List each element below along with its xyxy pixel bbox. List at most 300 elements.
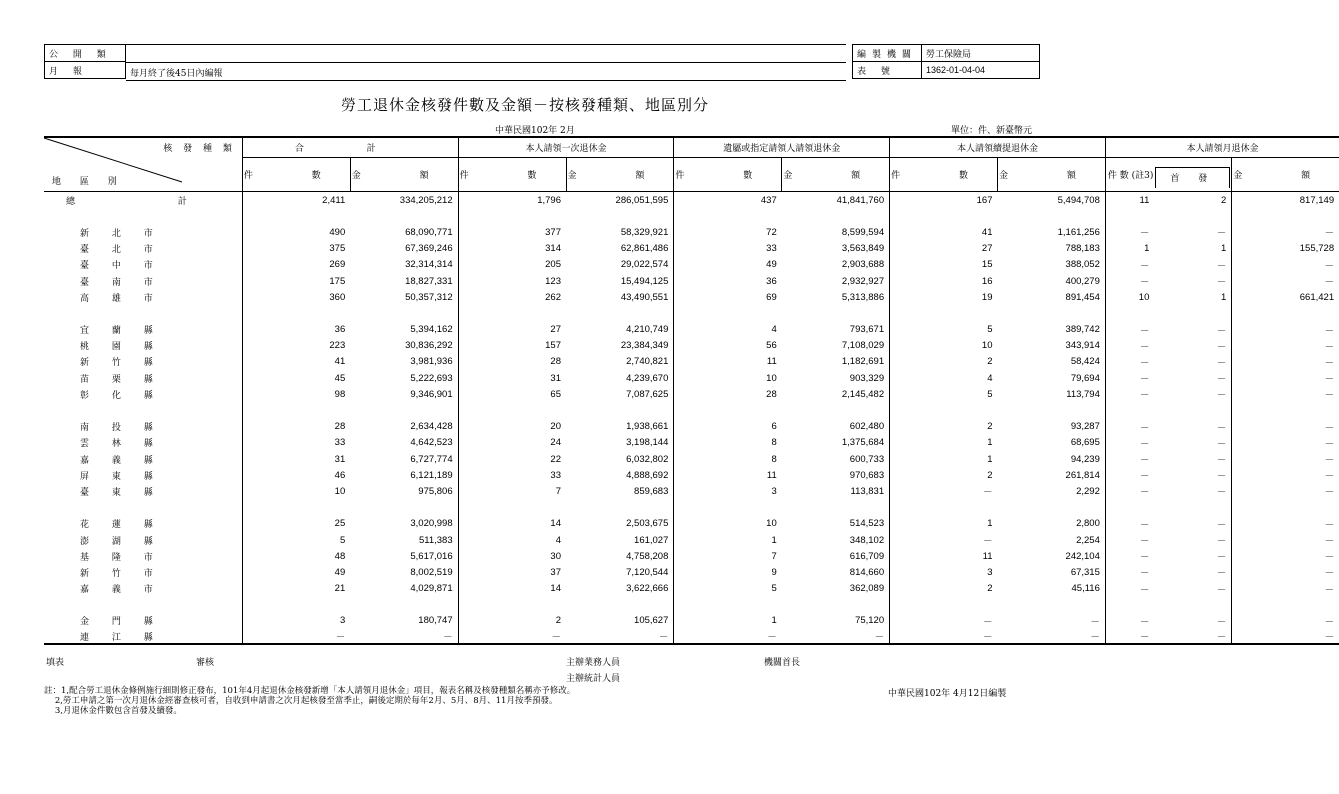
unit-label: 單位：件、新臺幣元 [950, 126, 1032, 136]
cell-value: － [1105, 338, 1154, 354]
report-period: 中華民國102年 2月 [495, 126, 575, 136]
sub-count-note: 件 數 (註3) [1105, 158, 1154, 192]
cell-value: 7,087,625 [626, 388, 669, 400]
cell-value: 3,020,998 [410, 518, 453, 530]
cell-value: 242,104 [1065, 550, 1100, 562]
cell-value: － [1216, 438, 1227, 450]
table-row [44, 548, 1339, 564]
cell-value: 400,279 [1065, 275, 1100, 287]
cell-value: 7 [458, 483, 566, 499]
cell-value: － [350, 629, 458, 644]
region-label: 嘉 義 縣 [80, 455, 163, 466]
cell-value: 18,827,331 [405, 275, 453, 287]
cell-value: 1,796 [458, 192, 566, 209]
cell-value: 817,149 [1232, 192, 1339, 209]
group-header-total: 合 計 [242, 137, 458, 158]
cell-value: － [1216, 422, 1227, 434]
region-label: 高 雄 市 [80, 293, 163, 304]
table-row [44, 483, 1339, 499]
region-label: 臺 中 市 [80, 261, 163, 272]
cell-value: 5 [674, 581, 782, 597]
table-row [44, 451, 1339, 467]
spacer-row [44, 208, 1339, 224]
group-header-lump-sum: 本人請領一次退休金 [458, 137, 674, 158]
cell-value: － [1216, 568, 1227, 580]
cell-value: 3 [674, 483, 782, 499]
cell-value: 490 [242, 224, 350, 240]
region-label: 新 北 市 [80, 228, 163, 239]
cell-value: 36 [242, 322, 350, 338]
sub-count: 件 數 [458, 158, 566, 192]
region-label: 宜 蘭 縣 [80, 326, 163, 337]
cell-value: 5,313,886 [841, 291, 885, 303]
corner-header [44, 137, 242, 192]
cell-value: － [1105, 564, 1154, 580]
cell-value: 2,145,482 [841, 388, 885, 400]
cell-value: － [1216, 228, 1227, 240]
compile-date: 中華民國102年 4月12日編製 [888, 689, 1007, 699]
cell-value: 793,671 [849, 324, 885, 336]
cell-value: 1 [674, 532, 782, 548]
cell-value: 205 [458, 257, 566, 273]
cell-value: 11 [1105, 192, 1154, 209]
cell-value: 155,728 [1232, 241, 1339, 257]
cell-value: 3 [242, 613, 350, 629]
header-right-box [852, 44, 1040, 79]
cell-value: － [1216, 616, 1227, 628]
cell-value: 67,315 [1070, 566, 1100, 578]
cell-value: 94,239 [1070, 453, 1100, 465]
cell-value: － [1105, 386, 1154, 402]
cell-value: 1,938,661 [626, 421, 669, 433]
cell-value: 814,660 [849, 566, 885, 578]
cell-value: 4,642,523 [410, 437, 453, 449]
table-row [44, 241, 1339, 257]
cell-value: 8,599,594 [841, 226, 885, 238]
table-row [44, 224, 1339, 240]
cell-value: 14 [458, 516, 566, 532]
note-1: 註：1,配合勞工退休金條例施行細則修正發布，101年4月起退休金核發新增「本人請領月退休金」項目，報表名稱及核發種類名稱亦予修改。 [44, 686, 576, 696]
cell-value: 5,394,162 [410, 324, 453, 336]
agency-head-label: 機關首長 [764, 658, 801, 668]
group-header-survivor: 遺屬或指定請領人請領退休金 [674, 137, 890, 158]
cell-value: 975,806 [418, 485, 453, 497]
cell-value: － [1216, 519, 1227, 531]
cell-value: 72 [674, 224, 782, 240]
cell-value: 661,421 [1232, 289, 1339, 305]
cell-value: 9,346,901 [410, 388, 453, 400]
note-2: 2,勞工申請之第一次月退休金經審查核可者，自收到申請書之次月起核發至當季止，嗣後定期於每年2月、5月、8月、11月按季預發。 [54, 696, 558, 706]
table-row [44, 532, 1339, 548]
cell-value: － [998, 629, 1106, 644]
cell-value: 10 [1105, 289, 1154, 305]
region-label: 南 投 縣 [80, 423, 163, 434]
cell-value: 25 [242, 516, 350, 532]
group-header-continued: 本人請領續提退休金 [890, 137, 1106, 158]
cell-value: 1 [1220, 291, 1227, 303]
cell-value: － [1216, 277, 1227, 289]
cell-value: － [1105, 370, 1154, 386]
cell-value: 223 [242, 338, 350, 354]
cell-value: 45,116 [1071, 583, 1100, 595]
stats-staff-label: 主辦統計人員 [566, 674, 621, 684]
cell-value: － [890, 532, 998, 548]
sub-count: 件 數 [890, 158, 998, 192]
sub-count: 件 數 [242, 158, 350, 192]
cell-value: 27 [458, 322, 566, 338]
cell-value: 3,198,144 [626, 437, 669, 449]
cell-value: 9 [674, 564, 782, 580]
cell-value: 2 [890, 581, 998, 597]
cell-value: 314 [458, 241, 566, 257]
cell-value: 56 [674, 338, 782, 354]
cell-value: 4,758,208 [626, 550, 669, 562]
cell-value: 3,622,666 [626, 583, 669, 595]
region-label: 新 竹 縣 [80, 358, 163, 369]
cell-value: 1 [890, 451, 998, 467]
cell-value: 32,314,314 [405, 259, 453, 271]
region-label: 基 隆 市 [80, 552, 163, 563]
cell-value: － [1232, 338, 1339, 354]
reviewer-label: 審核 [196, 658, 215, 668]
cell-value: 49 [242, 564, 350, 580]
cell-value: － [1216, 374, 1227, 386]
cell-value: 43,490,551 [620, 291, 669, 303]
cell-value: 6,032,802 [626, 453, 669, 465]
filler-label: 填表 [46, 658, 65, 668]
header-left-bar [126, 62, 846, 81]
cell-value: 4,210,749 [626, 324, 669, 336]
cell-value: 286,051,595 [615, 194, 669, 206]
sub-amount: 金 額 [566, 158, 674, 192]
cell-value: 7 [674, 548, 782, 564]
cell-value: － [242, 629, 350, 644]
cell-value: － [1105, 581, 1154, 597]
spacer-row [44, 597, 1339, 613]
business-staff-label: 主辦業務人員 [566, 658, 621, 668]
cell-value: 2,411 [242, 192, 350, 209]
table-row [44, 419, 1339, 435]
cell-value: 4 [890, 370, 998, 386]
cell-value: 2,254 [1076, 534, 1100, 546]
cell-value: 41 [242, 354, 350, 370]
cell-value: － [1105, 257, 1154, 273]
form-number: 1362-01-04-04 [922, 62, 1040, 79]
cell-value: 514,523 [849, 518, 885, 530]
cell-value: － [1105, 516, 1154, 532]
cell-value: 362,089 [849, 583, 885, 595]
table-row [44, 289, 1339, 305]
cell-value: － [1232, 386, 1339, 402]
cell-value: 10 [890, 338, 998, 354]
cell-value: － [1105, 224, 1154, 240]
cell-value: 58,424 [1070, 356, 1100, 368]
cell-value: － [782, 629, 890, 644]
cell-value: － [1105, 435, 1154, 451]
cell-value: 33 [458, 467, 566, 483]
cell-value: 4,029,871 [410, 583, 453, 595]
cell-value: 375 [242, 241, 350, 257]
cell-value: － [1232, 451, 1339, 467]
cell-value: 1 [674, 613, 782, 629]
cell-value: 30 [458, 548, 566, 564]
cell-value: － [1090, 616, 1100, 628]
cell-value: － [1216, 552, 1227, 564]
page-title: 勞工退休金核發件數及金額－按核發種類、地區別分 [340, 96, 709, 114]
cell-value: － [1232, 435, 1339, 451]
region-label: 苗 栗 縣 [80, 374, 163, 385]
table-row [44, 273, 1339, 289]
note-3: 3,月退休金件數包含首發及續發。 [54, 706, 182, 716]
cell-value: 11 [674, 354, 782, 370]
cell-value: 28 [458, 354, 566, 370]
org-value: 勞工保險局 [922, 45, 1040, 62]
cell-value: 11 [890, 548, 998, 564]
cell-value: 360 [242, 289, 350, 305]
sub-amount: 金 額 [782, 158, 890, 192]
cell-value: － [1105, 322, 1154, 338]
cell-value: － [1216, 455, 1227, 467]
cell-value: 1,182,691 [841, 356, 885, 368]
cell-value: 903,329 [849, 372, 885, 384]
cell-value: 2,503,675 [626, 518, 669, 530]
region-label: 臺 東 縣 [80, 487, 163, 498]
notes [44, 686, 575, 716]
cell-value: 48 [242, 548, 350, 564]
cell-value: 79,694 [1070, 372, 1100, 384]
table-row [44, 354, 1339, 370]
cell-value: 334,205,212 [399, 194, 453, 206]
cell-value: 30,836,292 [405, 340, 453, 352]
cell-value: 62,861,486 [620, 243, 669, 255]
cell-value: 511,383 [418, 534, 453, 546]
cell-value: － [1232, 532, 1339, 548]
corner-bottom-label: 地 區 別 [52, 177, 125, 187]
cell-value: － [1216, 325, 1227, 337]
cell-value: 49 [674, 257, 782, 273]
cell-value: 28 [674, 386, 782, 402]
cell-value: 2,932,927 [841, 275, 885, 287]
region-label: 臺 北 市 [80, 245, 163, 256]
region-label: 花 蓮 縣 [80, 520, 163, 531]
cell-value: 33 [242, 435, 350, 451]
cell-value: 3 [890, 564, 998, 580]
cell-value: － [1232, 224, 1339, 240]
cell-value: 891,454 [1065, 291, 1100, 303]
cell-value: 788,183 [1065, 243, 1100, 255]
form-label: 表 號 [853, 62, 922, 79]
cell-value: 11 [674, 467, 782, 483]
cell-value: － [458, 629, 566, 644]
cell-value: － [1216, 536, 1227, 548]
cell-value: 2 [890, 354, 998, 370]
cell-value: 970,683 [849, 469, 885, 481]
table-row [44, 386, 1339, 402]
region-label: 總 計 [66, 196, 237, 207]
cell-value: 10 [674, 370, 782, 386]
region-label: 金 門 縣 [80, 617, 163, 628]
total-row [44, 192, 1339, 209]
cell-value: 5,222,693 [410, 372, 453, 384]
cell-value: 2 [890, 467, 998, 483]
cell-value: 93,287 [1070, 421, 1100, 433]
public-class-label: 公 開 類 [45, 45, 126, 62]
cell-value: 15 [890, 257, 998, 273]
region-label: 嘉 義 市 [80, 585, 163, 596]
cell-value: － [1105, 354, 1154, 370]
cell-value: 98 [242, 386, 350, 402]
cell-value: 616,709 [849, 550, 885, 562]
region-label: 澎 湖 縣 [80, 536, 163, 547]
cell-value: － [1216, 357, 1227, 369]
cell-value: 50,357,312 [405, 291, 453, 303]
cell-value: 21 [242, 581, 350, 597]
cell-value: 113,794 [1066, 388, 1100, 400]
cell-value: － [1232, 613, 1339, 629]
cell-value: － [1105, 629, 1154, 644]
cell-value: － [1232, 419, 1339, 435]
cell-value: － [890, 483, 998, 499]
cell-value: － [1105, 451, 1154, 467]
table-row [44, 613, 1339, 629]
cell-value: 27 [890, 241, 998, 257]
data-table [44, 136, 1339, 645]
sub-amount: 金 額 [350, 158, 458, 192]
cell-value: 4,239,670 [626, 372, 669, 384]
cell-value: 7,108,029 [841, 340, 885, 352]
cell-value: － [1232, 354, 1339, 370]
cell-value: 1,375,684 [841, 437, 885, 449]
cell-value: 75,120 [855, 615, 885, 627]
cell-value: 5 [890, 322, 998, 338]
cell-value: － [1216, 260, 1227, 272]
spacer-row [44, 402, 1339, 418]
cell-value: － [674, 629, 782, 644]
compile-deadline: 每月終了後45日內編報 [130, 69, 223, 79]
table-row [44, 322, 1339, 338]
cell-value: － [1232, 548, 1339, 564]
cell-value: 5 [890, 386, 998, 402]
cell-value: 175 [242, 273, 350, 289]
cell-value: － [890, 613, 998, 629]
cell-value: 602,480 [849, 421, 885, 433]
cell-value: 377 [458, 224, 566, 240]
cell-value: 161,027 [634, 534, 669, 546]
cell-value: － [1232, 483, 1339, 499]
cell-value: 41 [890, 224, 998, 240]
cell-value: － [1232, 581, 1339, 597]
sub-first-issue: 首 發 [1155, 167, 1230, 188]
cell-value: 28 [242, 419, 350, 435]
cell-value: 123 [458, 273, 566, 289]
cell-value: 15,494,125 [620, 275, 669, 287]
cell-value: 4,888,692 [626, 469, 669, 481]
cell-value: 67,369,246 [405, 243, 453, 255]
cell-value: － [1232, 322, 1339, 338]
cell-value: － [1232, 370, 1339, 386]
sub-amount: 金 額 [1232, 158, 1339, 192]
region-label: 屏 東 縣 [80, 471, 163, 482]
spacer-row [44, 305, 1339, 321]
table-row [44, 516, 1339, 532]
cell-value: 19 [890, 289, 998, 305]
table-row [44, 338, 1339, 354]
table-row [44, 564, 1339, 580]
monthly-label: 月 報 [45, 62, 126, 79]
cell-value: 65 [458, 386, 566, 402]
cell-value: 1 [1220, 243, 1227, 255]
cell-value: 5,494,708 [1057, 194, 1100, 206]
cell-value: － [1232, 257, 1339, 273]
org-label: 編製機關 [853, 45, 922, 62]
cell-value: － [1216, 390, 1227, 402]
cell-value: 269 [242, 257, 350, 273]
region-label: 桃 園 縣 [80, 342, 163, 353]
cell-value: 45 [242, 370, 350, 386]
cell-value: － [890, 629, 998, 644]
cell-value: 24 [458, 435, 566, 451]
cell-value: 4 [674, 322, 782, 338]
cell-value: 389,742 [1065, 324, 1100, 336]
cell-value: 10 [242, 483, 350, 499]
header-left-labels [44, 44, 126, 79]
cell-value: 23,384,349 [620, 340, 669, 352]
cell-value: － [1216, 341, 1227, 353]
header-top-line [126, 44, 846, 45]
cell-value: 14 [458, 581, 566, 597]
cell-value: 8 [674, 451, 782, 467]
cell-value: 58,329,921 [620, 226, 669, 238]
cell-value: － [1105, 467, 1154, 483]
region-label: 臺 南 市 [80, 277, 163, 288]
cell-value: － [1105, 613, 1154, 629]
table-row [44, 581, 1339, 597]
cell-value: 157 [458, 338, 566, 354]
cell-value: 6 [674, 419, 782, 435]
cell-value: 1 [890, 435, 998, 451]
cell-value: － [1232, 629, 1339, 644]
cell-value: － [1105, 483, 1154, 499]
cell-value: 2,634,428 [410, 421, 453, 433]
region-label: 彰 化 縣 [80, 390, 163, 401]
cell-value: 2 [1220, 194, 1227, 206]
cell-value: 5,617,016 [410, 550, 453, 562]
cell-value: 8 [674, 435, 782, 451]
cell-value: 1 [890, 516, 998, 532]
cell-value: 68,090,771 [405, 226, 453, 238]
cell-value: － [1232, 564, 1339, 580]
cell-value: 31 [242, 451, 350, 467]
cell-value: － [566, 629, 674, 644]
cell-value: 343,914 [1065, 340, 1100, 352]
table-row [44, 467, 1339, 483]
cell-value: 388,052 [1065, 259, 1100, 271]
cell-value: － [1232, 467, 1339, 483]
cell-value: 2 [890, 419, 998, 435]
cell-value: － [1105, 532, 1154, 548]
cell-value: 33 [674, 241, 782, 257]
sub-amount: 金 額 [998, 158, 1106, 192]
cell-value: 37 [458, 564, 566, 580]
cell-value: 6,121,189 [410, 469, 453, 481]
cell-value: 600,733 [849, 453, 885, 465]
cell-value: － [1105, 419, 1154, 435]
cell-value: 69 [674, 289, 782, 305]
cell-value: 5 [242, 532, 350, 548]
cell-value: 1,161,256 [1057, 226, 1100, 238]
cell-value: 1 [1105, 241, 1154, 257]
cell-value: 2 [458, 613, 566, 629]
